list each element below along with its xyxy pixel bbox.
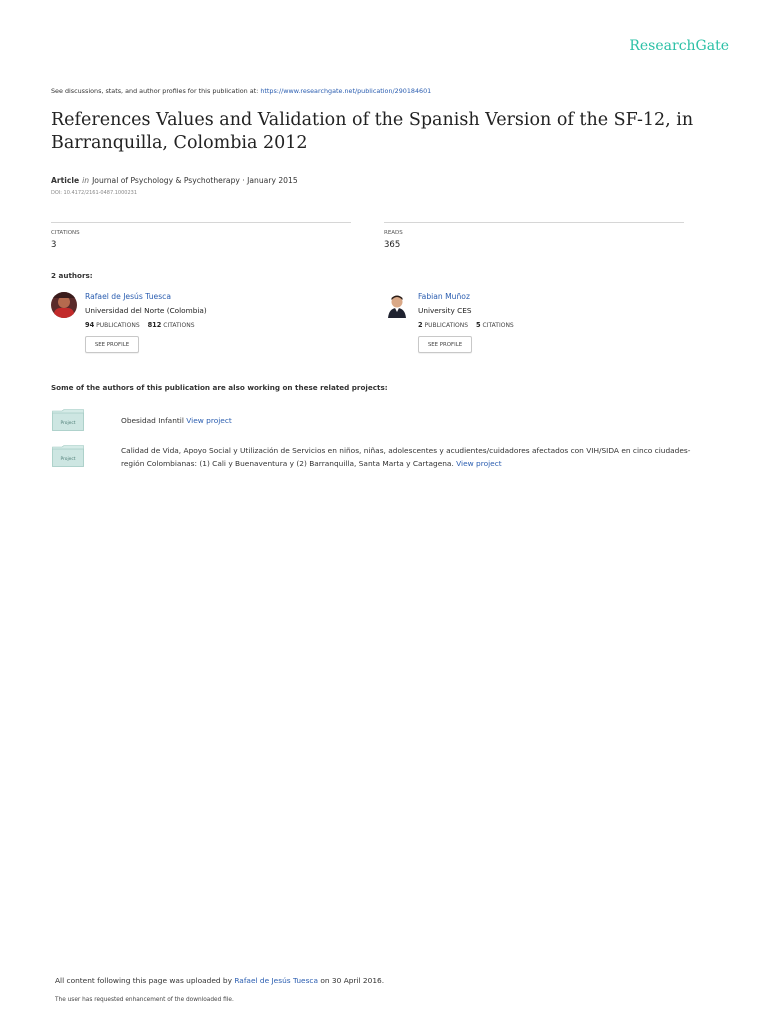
reads-label: READS (384, 230, 403, 236)
view-project-link-2[interactable]: View project (456, 459, 502, 468)
see-profile-button-1[interactable]: SEE PROFILE (85, 336, 139, 353)
author-citations-label-1: CITATIONS (163, 322, 195, 329)
publication-meta (51, 176, 298, 185)
upload-prefix: All content following this page was uploaded by (55, 976, 235, 985)
author-institution-2: University CES (418, 306, 472, 315)
project-text-1: Obesidad Infantil (121, 416, 187, 425)
journal-name: Journal of Psychology & Psychotherapy · January 2015 (92, 176, 298, 185)
view-project-link-1[interactable]: View project (186, 416, 232, 425)
author-citations-count-2: 5 (475, 321, 481, 329)
author-avatar-2[interactable] (384, 292, 410, 318)
author-publications-label-2: PUBLICATIONS (424, 322, 469, 329)
author-publications-count-2: 2 (418, 321, 423, 329)
project-folder-icon-1 (52, 409, 84, 431)
projects-heading: Some of the authors of this publication are also working on these related projects: (51, 383, 388, 392)
citations-divider (51, 222, 351, 223)
author-name-2[interactable]: Fabian Muñoz (418, 292, 470, 301)
reads-divider (384, 222, 684, 223)
publication-url-link[interactable]: https://www.researchgate.net/publication/290184601 (260, 87, 432, 95)
publication-type: Article (51, 176, 80, 185)
author-stats-1 (85, 321, 195, 329)
meta-in: in (82, 176, 90, 185)
author-citations-count-1: 812 (147, 321, 162, 329)
project-icon-label-1: Project (60, 421, 76, 426)
author-citations-label-2: CITATIONS (482, 322, 514, 329)
citations-value: 3 (51, 240, 57, 250)
author-publications-count-1: 94 (85, 321, 95, 329)
doi: DOI: 10.4172/2161-0487.1000231 (51, 190, 138, 196)
author-name-1[interactable]: Rafael de Jesús Tuesca (85, 292, 171, 301)
publication-title: References Values and Validation of the Spanish Version of the SF-12, in Barranquilla, Colombia 2012 (51, 110, 694, 153)
authors-heading: 2 authors: (51, 271, 93, 280)
project-text-2: Calidad de Vida, Apoyo Social y Utilización de Servicios en niños, niñas, adolescentes y acudientes/cuidadores afectados con VIH/SIDA en cinco ciudades-región Colombianas: (1) Cali y Buenaventura y (2) Barranquilla, Santa Marta y Cartagena. (121, 446, 691, 468)
reads-value: 365 (384, 240, 401, 250)
author-avatar-1[interactable] (51, 292, 77, 318)
project-item-2 (121, 444, 711, 470)
upload-suffix: on 30 April 2016. (318, 976, 385, 985)
researchgate-logo[interactable]: ResearchGate (629, 38, 729, 54)
author-publications-label-1: PUBLICATIONS (96, 322, 140, 329)
author-institution-1: Universidad del Norte (Colombia) (85, 306, 207, 315)
enhancement-note: The user has requested enhancement of the downloaded file. (55, 997, 234, 1003)
project-folder-icon-2 (52, 445, 84, 467)
project-icon-label-2: Project (60, 457, 76, 462)
discussion-prefix: See discussions, stats, and author profiles for this publication at: (51, 87, 261, 95)
upload-info (55, 976, 384, 985)
see-profile-button-2[interactable]: SEE PROFILE (418, 336, 472, 353)
discussion-line (51, 87, 431, 95)
author-stats-2 (418, 321, 514, 329)
citations-label: CITATIONS (51, 230, 80, 236)
project-item-1 (121, 414, 711, 427)
uploader-link[interactable]: Rafael de Jesús Tuesca (234, 976, 319, 985)
